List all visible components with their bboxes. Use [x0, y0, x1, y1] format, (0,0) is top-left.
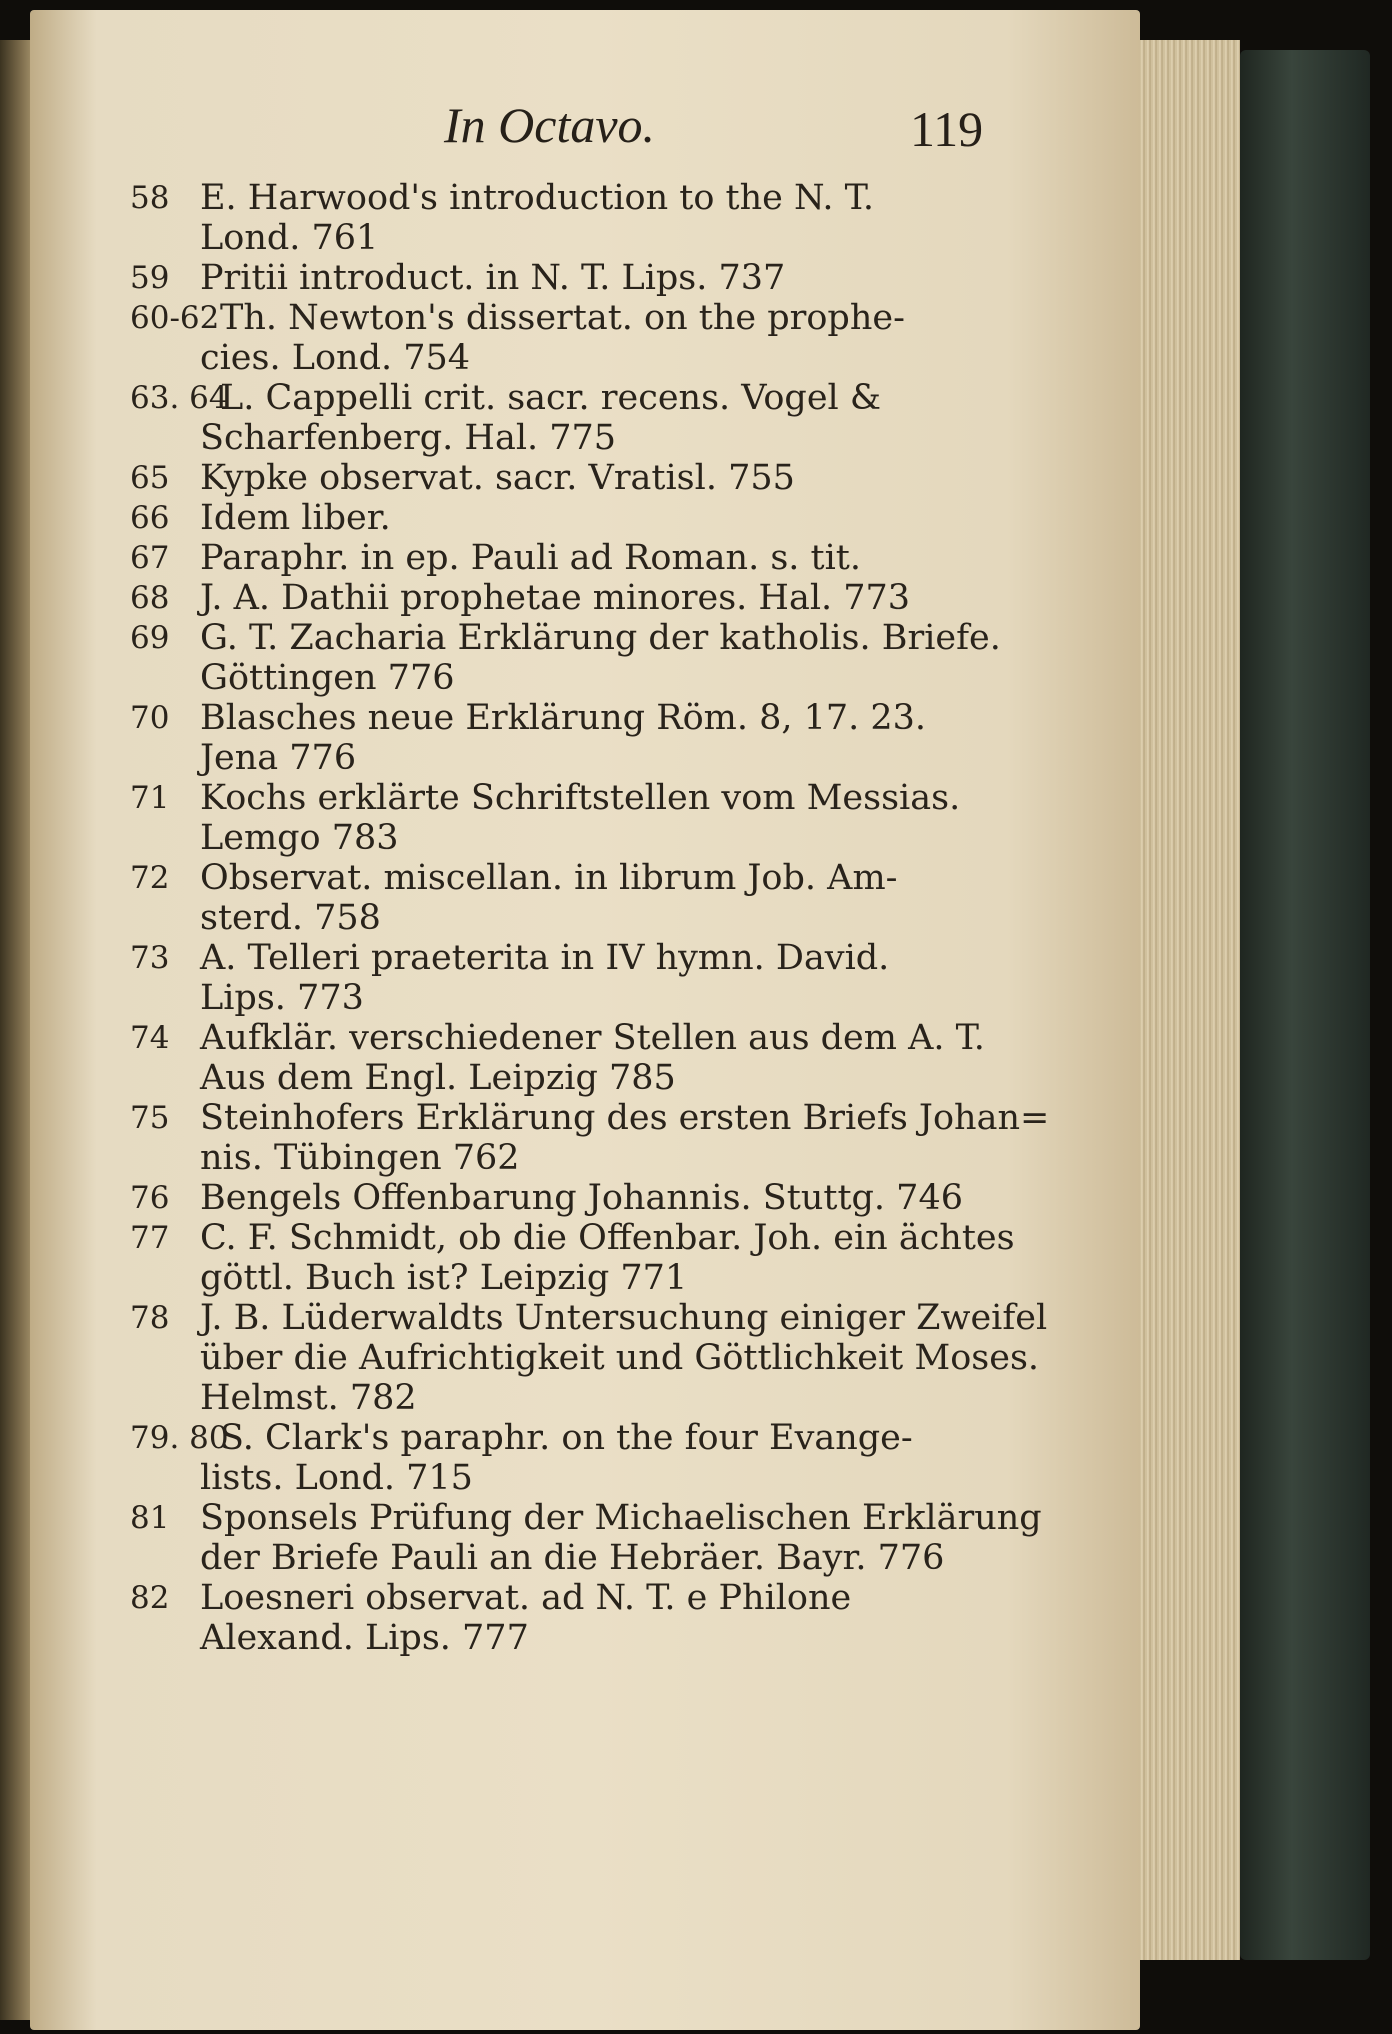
entry-number: 77: [130, 1220, 170, 1256]
entry-line: Aus dem Engl. Leipzig 785: [200, 1058, 676, 1098]
entry-number: 72: [130, 860, 170, 896]
entry-line: sterd. 758: [200, 898, 381, 938]
entry-line: Steinhofers Erklärung des ersten Briefs Johan=: [200, 1098, 1050, 1138]
entry-line: Scharfenberg. Hal. 775: [200, 418, 617, 458]
entry-line: Helmst. 782: [200, 1378, 417, 1418]
entry-line: Kypke observat. sacr. Vratisl. 755: [200, 458, 795, 498]
entry-line: Alexand. Lips. 777: [200, 1618, 529, 1658]
entry-number: 71: [130, 780, 170, 816]
entry-number: 79. 80: [130, 1420, 229, 1456]
entry-number: 73: [130, 940, 170, 976]
page-header: [30, 96, 1140, 176]
entry-line: Pritii introduct. in N. T. Lips. 737: [200, 258, 786, 298]
entry-number: 67: [130, 540, 170, 576]
list-item: [130, 1578, 1030, 1658]
list-item: [130, 1218, 1030, 1298]
entry-line: Aufklär. verschiedener Stellen aus dem A. T.: [200, 1018, 985, 1058]
entry-number: 69: [130, 620, 170, 656]
list-item: [130, 1498, 1042, 1578]
entry-line: göttl. Buch ist? Leipzig 771: [200, 1258, 688, 1298]
entry-number: 75: [130, 1100, 170, 1136]
book-cover: [1240, 50, 1370, 1960]
entry-line: Bengels Offenbarung Johannis. Stuttg. 746: [200, 1178, 963, 1218]
list-item: [130, 1298, 1048, 1418]
entry-number: 78: [130, 1300, 170, 1336]
entry-line: J. B. Lüderwaldts Untersuchung einiger Zweifel: [200, 1298, 1048, 1338]
entry-number: 59: [130, 260, 170, 296]
entry-line: Th. Newton's dissertat. on the prophe-: [220, 298, 905, 338]
entry-line: nis. Tübingen 762: [200, 1138, 520, 1178]
entry-line: Observat. miscellan. in librum Job. Am-: [200, 858, 898, 898]
list-item: [130, 378, 1030, 458]
bibliography-list: [130, 178, 1050, 1658]
entry-number: 70: [130, 700, 170, 736]
list-item: [130, 578, 1030, 618]
entry-line: Paraphr. in ep. Pauli ad Roman. s. tit.: [200, 538, 861, 578]
entry-line: Lond. 761: [200, 218, 379, 258]
entry-number: 66: [130, 500, 170, 536]
list-item: [130, 1018, 1030, 1098]
page-stack-edge: [1140, 40, 1240, 1960]
list-item: [130, 1418, 1030, 1498]
entry-line: cies. Lond. 754: [200, 338, 471, 378]
entry-number: 58: [130, 180, 170, 216]
entry-line: G. T. Zacharia Erklärung der katholis. Briefe.: [200, 618, 1001, 658]
entry-line: Jena 776: [200, 738, 357, 778]
entry-line: über die Aufrichtigkeit und Göttlichkeit Moses.: [200, 1338, 1040, 1378]
page-number: 119: [910, 101, 984, 157]
list-item: [130, 258, 1030, 298]
entry-line: Lips. 773: [200, 978, 364, 1018]
entry-line: Blasches neue Erklärung Röm. 8, 17. 23.: [200, 698, 927, 738]
entry-number: 65: [130, 460, 170, 496]
list-item: [130, 298, 1030, 378]
entry-line: Sponsels Prüfung der Michaelischen Erklärung: [200, 1498, 1042, 1538]
entry-line: A. Telleri praeterita in IV hymn. David.: [200, 938, 890, 978]
list-item: [130, 778, 1030, 858]
entry-line: Göttingen 776: [200, 658, 455, 698]
entry-line: J. A. Dathii prophetae minores. Hal. 773: [200, 578, 911, 618]
entry-number: 74: [130, 1020, 170, 1056]
entry-line: Kochs erklärte Schriftstellen vom Messias.: [200, 778, 961, 818]
list-item: [130, 618, 1030, 698]
entry-line: lists. Lond. 715: [200, 1458, 473, 1498]
entry-number: 81: [130, 1500, 170, 1536]
list-item: [130, 698, 1030, 778]
list-item: [130, 178, 1030, 258]
entry-number: 63. 64: [130, 380, 229, 416]
list-item: [130, 938, 1030, 1018]
entry-number: 68: [130, 580, 170, 616]
entry-line: der Briefe Pauli an die Hebräer. Bayr. 776: [200, 1538, 945, 1578]
entry-line: Loesneri observat. ad N. T. e Philone: [200, 1578, 852, 1618]
entry-line: Idem liber.: [200, 498, 391, 538]
entry-line: E. Harwood's introduction to the N. T.: [200, 178, 874, 218]
entry-line: C. F. Schmidt, ob die Offenbar. Joh. ein ächtes: [200, 1218, 1015, 1258]
entry-line: S. Clark's paraphr. on the four Evange-: [220, 1418, 913, 1458]
list-item: [130, 858, 1030, 938]
entry-number: 60-62: [130, 300, 220, 336]
entry-line: Lemgo 783: [200, 818, 399, 858]
list-item: [130, 498, 1030, 538]
entry-line: L. Cappelli crit. sacr. recens. Vogel &: [220, 378, 882, 418]
page-title: In Octavo.: [444, 97, 656, 153]
list-item: [130, 1098, 1050, 1178]
entry-number: 82: [130, 1580, 170, 1616]
entry-number: 76: [130, 1180, 170, 1216]
list-item: [130, 1178, 1030, 1218]
list-item: [130, 458, 1030, 498]
list-item: [130, 538, 1030, 578]
